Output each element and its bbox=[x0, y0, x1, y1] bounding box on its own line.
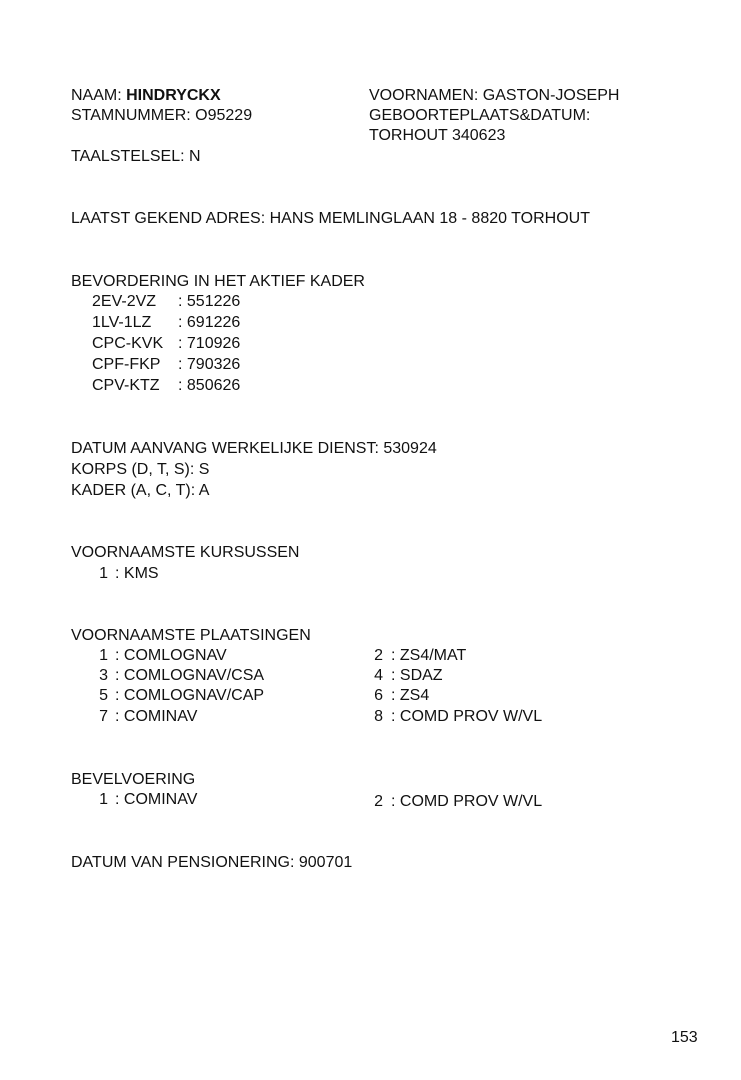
list-item: : COMLOGNAV bbox=[115, 647, 227, 664]
taalstelsel-line bbox=[71, 147, 201, 167]
name-line bbox=[71, 86, 221, 106]
list-item: : COMLOGNAV/CSA bbox=[115, 667, 265, 684]
list-number: 2 bbox=[374, 647, 383, 664]
promotion-code: CPV-KTZ bbox=[92, 377, 160, 394]
list-item: : SDAZ bbox=[391, 667, 443, 684]
promotion-date: : 691226 bbox=[178, 314, 241, 331]
voornamen-label: VOORNAMEN: bbox=[369, 87, 479, 104]
voornamen-line bbox=[369, 86, 619, 106]
list-item: : COMD PROV W/VL bbox=[391, 793, 543, 810]
list-item: : COMINAV bbox=[115, 791, 198, 808]
name-label: NAAM: bbox=[71, 87, 122, 104]
list-number: 8 bbox=[374, 708, 383, 725]
surname: HINDRYCKX bbox=[126, 87, 221, 104]
promotion-date: : 850626 bbox=[178, 377, 241, 394]
list-item: : COMLOGNAV/CAP bbox=[115, 687, 265, 704]
bevelvoering-heading: BEVELVOERING bbox=[71, 771, 196, 788]
list-number: 1 bbox=[99, 647, 108, 664]
address-label: LAATST GEKEND ADRES: bbox=[71, 210, 266, 227]
list-number: 7 bbox=[99, 708, 108, 725]
taalstelsel-label: TAALSTELSEL: bbox=[71, 148, 185, 165]
list-item: : KMS bbox=[115, 565, 159, 582]
plaatsingen-heading: VOORNAAMSTE PLAATSINGEN bbox=[71, 627, 311, 644]
page-number: 153 bbox=[671, 1029, 698, 1046]
stamnummer-label: STAMNUMMER: bbox=[71, 107, 191, 124]
service-start-date: DATUM AANVANG WERKELIJKE DIENST: 530924 bbox=[71, 440, 437, 457]
promotion-code: 2EV-2VZ bbox=[92, 293, 157, 310]
list-number: 4 bbox=[374, 667, 383, 684]
promotion-code: CPF-FKP bbox=[92, 356, 161, 373]
bevordering-heading: BEVORDERING IN HET AKTIEF KADER bbox=[71, 273, 365, 290]
stamnummer-value: O95229 bbox=[195, 107, 253, 124]
promotion-date: : 710926 bbox=[178, 335, 241, 352]
stamnummer-line bbox=[71, 106, 252, 126]
retirement-date: DATUM VAN PENSIONERING: 900701 bbox=[71, 854, 353, 871]
promotion-code: CPC-KVK bbox=[92, 335, 164, 352]
list-number: 2 bbox=[374, 793, 383, 810]
taalstelsel-value: N bbox=[188, 148, 201, 165]
list-item: : ZS4/MAT bbox=[391, 647, 467, 664]
promotion-code: 1LV-1LZ bbox=[92, 314, 152, 331]
list-number: 1 bbox=[99, 791, 108, 808]
geboorte-value: TORHOUT 340623 bbox=[369, 127, 506, 144]
kader-line: KADER (A, C, T): A bbox=[71, 482, 210, 499]
geboorte-label: GEBOORTEPLAATS&DATUM: bbox=[369, 107, 591, 124]
list-item: : COMD PROV W/VL bbox=[391, 708, 543, 725]
korps-line: KORPS (D, T, S): S bbox=[71, 461, 210, 478]
kursussen-heading: VOORNAAMSTE KURSUSSEN bbox=[71, 544, 300, 561]
list-number: 6 bbox=[374, 687, 383, 704]
address-line bbox=[71, 209, 590, 229]
address-value: HANS MEMLINGLAAN 18 - 8820 TORHOUT bbox=[269, 210, 590, 227]
promotion-date: : 551226 bbox=[178, 293, 241, 310]
list-number: 3 bbox=[99, 667, 108, 684]
list-number: 5 bbox=[99, 687, 108, 704]
promotion-date: : 790326 bbox=[178, 356, 241, 373]
voornamen-value: GASTON-JOSEPH bbox=[482, 87, 620, 104]
list-item: : COMINAV bbox=[115, 708, 198, 725]
list-number: 1 bbox=[99, 565, 108, 582]
list-item: : ZS4 bbox=[391, 687, 430, 704]
